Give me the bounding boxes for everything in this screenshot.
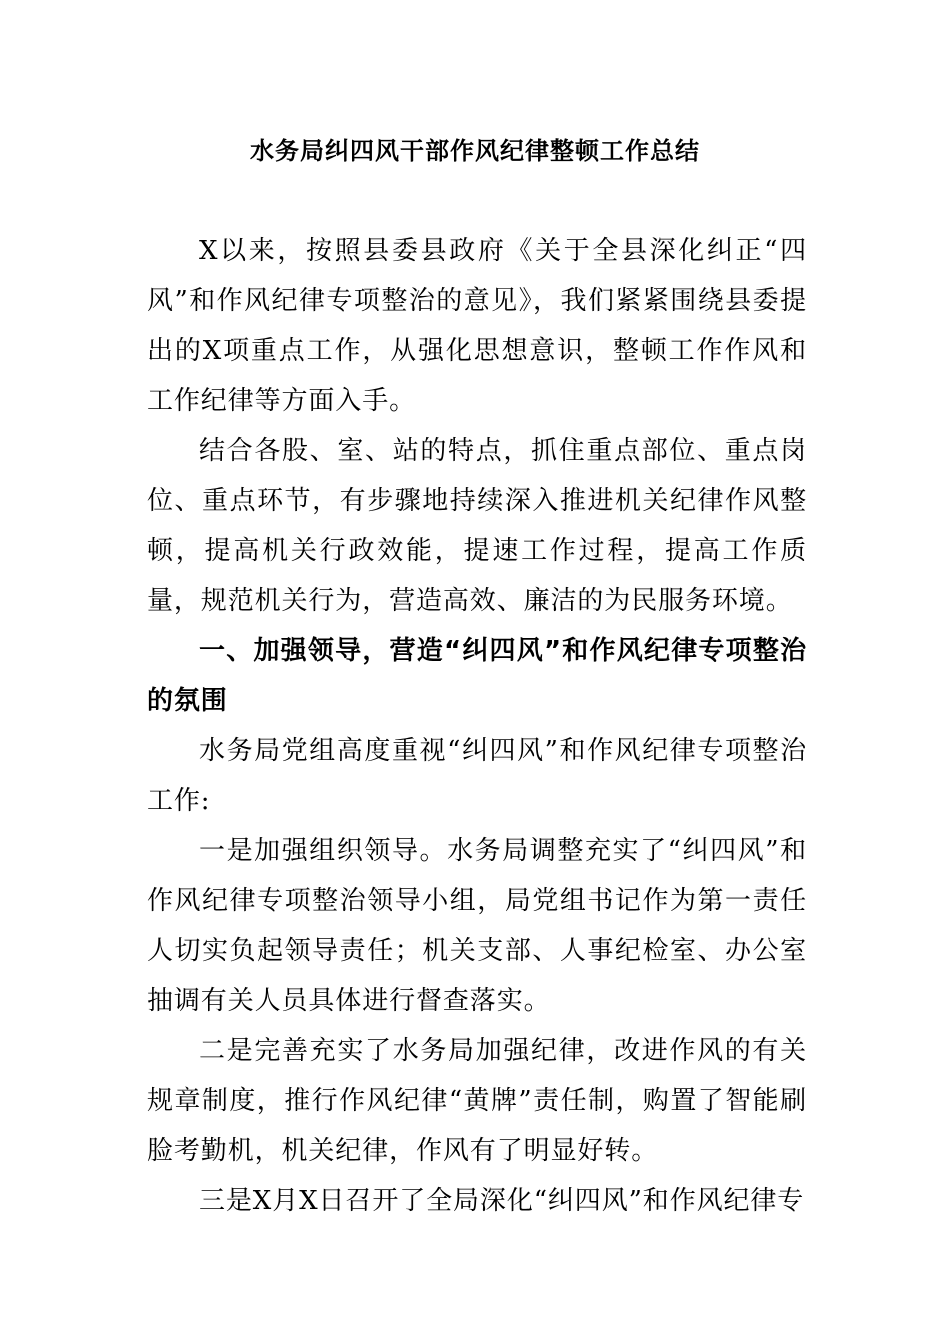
document-title: 水务局纠四风干部作风纪律整顿工作总结 <box>250 137 700 165</box>
paragraph-section-1-lead: 水务局党组高度重视“纠四风”和作风纪律专项整治工作: <box>147 736 807 816</box>
document-body <box>147 226 807 1226</box>
paragraph-point-2: 二是完善充实了水务局加强纪律，改进作风的有关规章制度，推行作风纪律“黄牌”责任制，购置了智能刷脸考勤机，机关纪律，作风有了明显好转。 <box>147 1036 807 1166</box>
section-heading-1: 一、加强领导，营造“纠四风”和作风纪律专项整治的氛围 <box>147 636 807 716</box>
paragraph-point-3: 三是X月X日召开了全局深化“纠四风”和作风纪律专 <box>199 1186 805 1216</box>
paragraph-intro: X以来，按照县委县政府《关于全县深化纠正“四风”和作风纪律专项整治的意见》，我们紧紧围绕县委提出的X项重点工作，从强化思想意识，整顿工作作风和工作纪律等方面入手。 <box>147 236 807 416</box>
paragraph-point-1: 一是加强组织领导。水务局调整充实了“纠四风”和作风纪律专项整治领导小组，局党组书记作为第一责任人切实负起领导责任；机关支部、人事纪检室、办公室抽调有关人员具体进行督查落实。 <box>147 836 807 1016</box>
paragraph-context: 结合各股、室、站的特点，抓住重点部位、重点岗位、重点环节，有步骤地持续深入推进机关纪律作风整顿，提高机关行政效能，提速工作过程，提高工作质量，规范机关行为，营造高效、廉洁的为民服务环境。 <box>147 436 807 616</box>
